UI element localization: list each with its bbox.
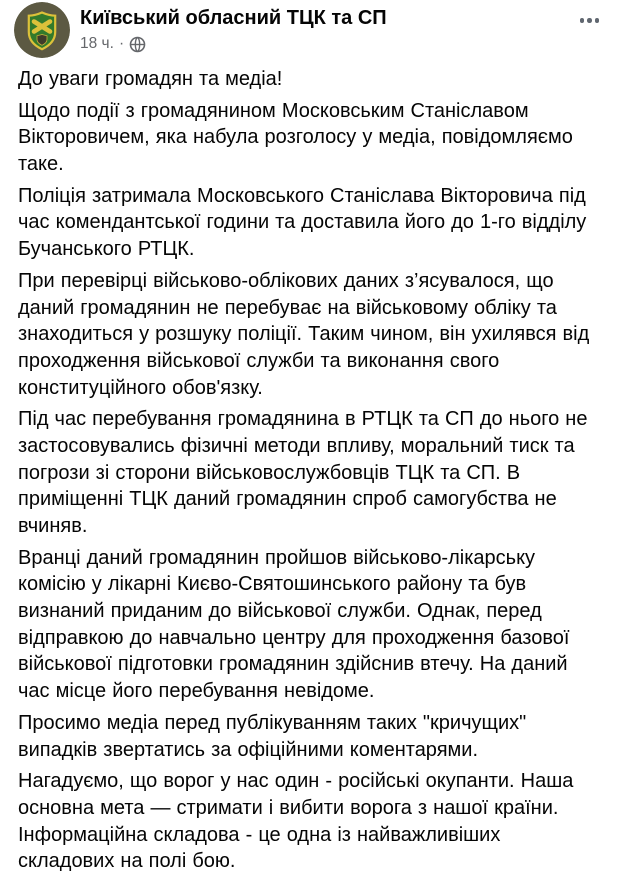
post-paragraph: Поліція затримала Московського Станіслава Вікторовича під час комендантської години та доставила його до 1-го відділу Бучанського РТЦК. [18,184,587,261]
unit-emblem-icon [14,2,70,58]
page-name-link[interactable]: Київський обласний ТЦК та СП [80,7,387,29]
post-content [0,58,621,875]
post-paragraph: Під час перебування громадянина в РТЦК та СП до нього не застосовувались фізичні методи впливу, моральний тиск та погрози зі сторони військовослужбовців ТЦК та СП. В приміщенні ТЦК даний громадянин спроб самогубства не вчиняв. [18,408,588,537]
post-meta [80,35,387,53]
post-header [0,0,621,58]
meta-separator: · [118,35,125,52]
page-avatar[interactable] [14,2,70,58]
post-paragraph: До уваги громадян та медіа! [18,68,283,90]
post-paragraph: Нагадуємо, що ворог у нас один - російські окупанти. Наша основна мета — стримати і вибити ворога з нашої країни. Інформаційна складова - це одна із найважливіших складових на полі бою. [18,770,574,873]
post-paragraph: Просимо медіа перед публікуванням таких "кричущих" випадків звертатись за офіційними коментарями. [18,711,527,761]
post-menu-button[interactable] [576,10,604,31]
post-paragraph: Вранці даний громадянин пройшов військово-лікарську комісію у лікарні Києво-Святошинського району та був визнаний приданим до військової служби. Однак, перед відправкою до навчально центру для проходження базової військової підготовки громадянин здійснив втечу. На даний час місце його перебування невідоме. [18,546,570,703]
post-timestamp[interactable]: 18 ч. [80,35,114,52]
post-paragraph: Щодо події з громадянином Московським Станіславом Вікторовичем, яка набула розголосу у медіа, повідомляємо таке. [18,99,573,176]
ellipsis-icon [580,18,600,23]
header-texts [80,2,387,53]
post-paragraph: При перевірці військово-облікових даних з’ясувалося, що даний громадянин не перебуває на військовому обліку та знаходиться у розшуку поліції. Таким чином, він ухилявся від проходження військової служби та виконання свого конституційного обов'язку. [18,269,590,399]
globe-icon [129,36,146,53]
